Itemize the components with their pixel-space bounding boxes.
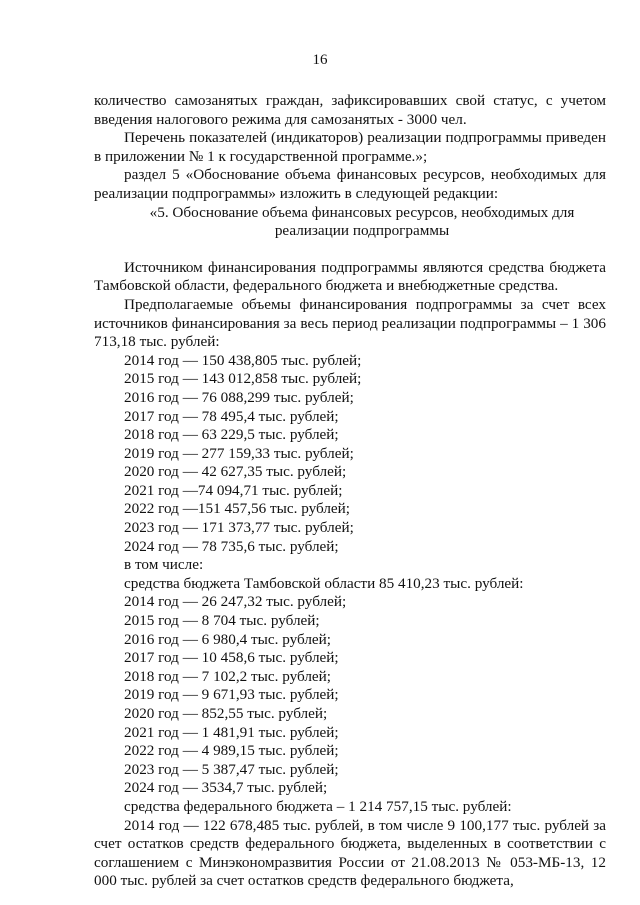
- federal-budget-header: средства федерального бюджета – 1 214 757,15 тыс. рублей:: [124, 797, 512, 815]
- list-item: 2019 год — 277 159,33 тыс. рублей;: [124, 444, 354, 462]
- section-heading: «5. Обоснование объема финансовых ресурсов, необходимых для реализации подпрограммы: [149, 203, 575, 240]
- list-item: 2015 год — 143 012,858 тыс. рублей;: [124, 370, 362, 388]
- paragraph-federal-2014: 2014 год — 122 678,485 тыс. рублей, в том числе 9 100,177 тыс. рублей за счет остатков средств федерального бюджета, выделенных в соответствии с соглашением с Минэкономразвития России от 21.08.2013 № 053-МБ-13, 12 000 тыс. рублей за счет остатков средств федерального бюджета,: [94, 816, 606, 890]
- list-item: 2014 год — 26 247,32 тыс. рублей;: [124, 593, 347, 611]
- in-that-number-label: в том числе:: [124, 556, 204, 574]
- list-item: 2018 год — 7 102,2 тыс. рублей;: [124, 667, 332, 685]
- list-item: 2021 год —74 094,71 тыс. рублей;: [124, 481, 343, 499]
- list-item: 2023 год — 171 373,77 тыс. рублей;: [124, 519, 354, 537]
- list-item: 2021 год — 1 481,91 тыс. рублей;: [124, 723, 339, 741]
- list-item: 2018 год — 63 229,5 тыс. рублей;: [124, 426, 339, 444]
- list-item: 2017 год — 10 458,6 тыс. рублей;: [124, 649, 339, 667]
- list-item: 2014 год — 150 438,805 тыс. рублей;: [124, 351, 362, 369]
- list-item: 2016 год — 76 088,299 тыс. рублей;: [124, 388, 354, 406]
- list-item: 2022 год —151 457,56 тыс. рублей;: [124, 500, 351, 518]
- regional-by-year-list: [94, 593, 606, 798]
- paragraph-funding-sources: Источником финансирования подпрограммы являются средства бюджета Тамбовской области, федерального бюджета и внебюджетные средства.: [94, 258, 606, 295]
- list-item: 2019 год — 9 671,93 тыс. рублей;: [124, 686, 339, 704]
- regional-budget-header: средства бюджета Тамбовской области 85 410,23 тыс. рублей:: [124, 574, 524, 592]
- paragraph-section-5-amendment: раздел 5 «Обоснование объема финансовых ресурсов, необходимых для реализации подпрограммы» изложить в следующей редакции:: [94, 166, 606, 202]
- list-item: 2015 год — 8 704 тыс. рублей;: [124, 612, 320, 630]
- document-body: [94, 92, 606, 891]
- total-by-year-list: [94, 352, 606, 557]
- list-item: 2023 год — 5 387,47 тыс. рублей;: [124, 760, 339, 778]
- list-item: 2017 год — 78 495,4 тыс. рублей;: [124, 407, 339, 425]
- paragraph-self-employed: количество самозанятых граждан, зафиксировавших свой статус, с учетом введения налогового режима для самозанятых - 3000 чел.: [94, 92, 606, 128]
- page-number: 16: [312, 52, 328, 68]
- list-item: 2016 год — 6 980,4 тыс. рублей;: [124, 630, 332, 648]
- list-item: 2022 год — 4 989,15 тыс. рублей;: [124, 742, 339, 760]
- paragraph-indicators: Перечень показателей (индикаторов) реализации подпрограммы приведен в приложении № 1 к государственной программе.»;: [94, 129, 606, 165]
- spacer: [94, 241, 606, 259]
- paragraph-total-funding: Предполагаемые объемы финансирования подпрограммы за счет всех источников финансирования за весь период реализации подпрограммы – 1 306 713,18 тыс. рублей:: [94, 295, 606, 351]
- list-item: 2020 год — 42 627,35 тыс. рублей;: [124, 463, 347, 481]
- list-item: 2024 год — 78 735,6 тыс. рублей;: [124, 537, 339, 555]
- list-item: 2020 год — 852,55 тыс. рублей;: [124, 705, 328, 722]
- list-item: 2024 год — 3534,7 тыс. рублей;: [124, 779, 328, 797]
